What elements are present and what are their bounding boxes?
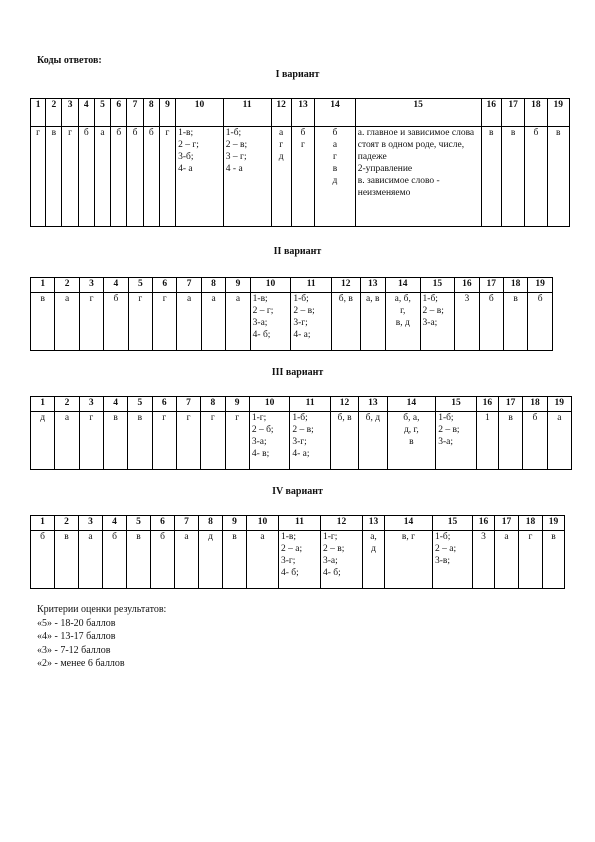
answer-cell: а	[201, 293, 225, 351]
answer-cell: в	[481, 127, 501, 227]
answer-cell: 1	[476, 412, 498, 470]
answer-cell: в	[498, 412, 522, 470]
answer-cell: в, г	[385, 531, 433, 589]
variant-1-answer-row	[31, 127, 570, 227]
header-cell: 17	[495, 516, 519, 531]
header-cell: 4	[103, 397, 127, 412]
header-cell: 9	[225, 397, 249, 412]
header-cell: 16	[476, 397, 498, 412]
header-cell: 11	[279, 516, 321, 531]
header-cell: 17	[501, 99, 524, 127]
answer-cell: г	[159, 127, 175, 227]
answer-cell: б	[104, 293, 128, 351]
answer-cell: а	[79, 531, 103, 589]
header-cell: 8	[199, 516, 223, 531]
header-cell: 7	[176, 397, 200, 412]
header-cell: 11	[223, 99, 271, 127]
header-cell: 15	[355, 99, 481, 127]
answer-cell: г	[153, 293, 177, 351]
answer-cell: б	[525, 127, 547, 227]
answer-cell: в	[223, 531, 247, 589]
header-cell: 13	[360, 278, 385, 293]
variant-4-title: IV вариант	[272, 486, 323, 497]
header-cell: 18	[525, 99, 547, 127]
header-cell: 12	[321, 516, 363, 531]
header-cell: 10	[247, 516, 279, 531]
answer-cell: 1-б; 2 – в; 3 – г; 4 - а	[223, 127, 271, 227]
answer-cell: г	[152, 412, 176, 470]
answer-cell: г	[31, 127, 46, 227]
header-cell: 4	[78, 99, 94, 127]
answer-cell: а	[247, 531, 279, 589]
answer-cell: б	[103, 531, 127, 589]
header-cell: 8	[143, 99, 159, 127]
variant-4-answer-row	[31, 531, 565, 589]
header-cell: 10	[249, 397, 290, 412]
header-cell: 13	[359, 397, 387, 412]
header-cell: 17	[498, 397, 522, 412]
answer-cell: г	[79, 293, 103, 351]
answer-cell: г	[201, 412, 225, 470]
header-cell: 18	[519, 516, 543, 531]
header-cell: 16	[473, 516, 495, 531]
variant-3-title: III вариант	[271, 367, 324, 378]
header-cell: 19	[528, 278, 553, 293]
header-cell: 7	[175, 516, 199, 531]
answer-cell: б	[31, 531, 55, 589]
variant-2-header-row	[31, 278, 553, 293]
answer-cell: д	[199, 531, 223, 589]
header-cell: 7	[177, 278, 201, 293]
header-cell: 15	[420, 278, 455, 293]
header-cell: 9	[226, 278, 250, 293]
answer-cell: 3	[455, 293, 479, 351]
criteria-item: «4» - 13-17 баллов	[37, 631, 116, 642]
header-cell: 14	[385, 278, 420, 293]
header-cell: 10	[176, 99, 224, 127]
header-cell: 5	[127, 516, 151, 531]
variant-3-header-row	[31, 397, 572, 412]
answer-cell: г	[62, 127, 78, 227]
header-cell: 2	[55, 278, 79, 293]
header-cell: 14	[315, 99, 356, 127]
header-cell: 14	[385, 516, 433, 531]
header-cell: 15	[433, 516, 473, 531]
answer-cell: г	[225, 412, 249, 470]
header-cell: 12	[332, 278, 360, 293]
answer-cell: б	[528, 293, 553, 351]
header-cell: 9	[159, 99, 175, 127]
header-cell: 6	[151, 516, 175, 531]
answer-cell: г	[176, 412, 200, 470]
header-cell: 8	[201, 397, 225, 412]
header-cell: 19	[547, 99, 569, 127]
header-cell: 16	[455, 278, 479, 293]
header-cell: 13	[291, 99, 314, 127]
header-cell: 17	[479, 278, 503, 293]
answer-cell: г	[519, 531, 543, 589]
answer-cell: в	[501, 127, 524, 227]
answer-cell: б	[78, 127, 94, 227]
variant-3-answer-row	[31, 412, 572, 470]
answer-cell: 1-в; 2 – г; 3-а; 4- б;	[250, 293, 291, 351]
answer-cell: б	[127, 127, 143, 227]
answer-cell: а. главное и зависимое слова стоят в одном роде, числе, падеже 2-управление в. зависимое слово - неизменяемо	[355, 127, 481, 227]
answer-cell: а, в	[360, 293, 385, 351]
answer-cell: 1-г; 2 – в; 3-а; 4- б;	[321, 531, 363, 589]
header-cell: 18	[503, 278, 527, 293]
answer-cell: 1-б; 2 – в; 3-г; 4- а;	[291, 293, 332, 351]
answer-cell: в	[503, 293, 527, 351]
header-cell: 4	[103, 516, 127, 531]
answer-cell: а	[55, 293, 79, 351]
header-cell: 19	[547, 397, 571, 412]
header-cell: 1	[31, 516, 55, 531]
criteria-item: «3» - 7-12 баллов	[37, 644, 111, 656]
header-cell: 13	[363, 516, 385, 531]
answer-cell: 1-в; 2 – г; 3-б; 4- а	[176, 127, 224, 227]
answer-cell: в	[103, 412, 127, 470]
criteria-title: Критерии оценки результатов:	[37, 604, 167, 615]
answer-cell: 1-в; 2 – а; 3-г; 4- б;	[279, 531, 321, 589]
header-cell: 2	[46, 99, 62, 127]
header-cell: 1	[31, 397, 55, 412]
header-cell: 8	[201, 278, 225, 293]
answer-cell: а	[55, 412, 79, 470]
header-cell: 2	[55, 516, 79, 531]
criteria-block	[37, 603, 166, 671]
header-cell: 5	[94, 99, 110, 127]
variant-1-table	[30, 98, 570, 227]
header-cell: 9	[223, 516, 247, 531]
header-cell: 7	[127, 99, 143, 127]
answer-cell: 3	[473, 531, 495, 589]
answer-cell: б	[151, 531, 175, 589]
answer-cell: 1-б; 2 – в; 3-а;	[420, 293, 455, 351]
header-cell: 5	[128, 278, 152, 293]
answer-cell: а	[94, 127, 110, 227]
header-cell: 19	[543, 516, 565, 531]
answer-cell: в	[46, 127, 62, 227]
answer-cell: 1-б; 2 – в; 3-г; 4- а;	[290, 412, 331, 470]
answer-cell: г	[79, 412, 103, 470]
answer-cell: б	[143, 127, 159, 227]
header-cell: 15	[436, 397, 477, 412]
variant-4-header-row	[31, 516, 565, 531]
answer-cell: б, в	[332, 293, 360, 351]
header-cell: 1	[31, 99, 46, 127]
variant-1-header-row	[31, 99, 570, 127]
header-cell: 3	[79, 516, 103, 531]
header-cell: 12	[271, 99, 291, 127]
answer-cell: б, в	[330, 412, 358, 470]
variant-1-title: I вариант	[275, 69, 320, 80]
answer-cell: а	[177, 293, 201, 351]
variant-4-table	[30, 515, 565, 589]
variant-2-title: II вариант	[273, 246, 322, 257]
answer-cell: а, б, г, в, д	[385, 293, 420, 351]
header-cell: 11	[291, 278, 332, 293]
answer-cell: б, а, д, г, в	[387, 412, 436, 470]
answer-cell: 1-б; 2 – а; 3-в;	[433, 531, 473, 589]
answer-cell: г	[128, 293, 152, 351]
answer-cell: б а г в д	[315, 127, 356, 227]
answer-cell: 1-б; 2 – в; 3-а;	[436, 412, 477, 470]
header-cell: 18	[523, 397, 547, 412]
header-cell: 5	[128, 397, 152, 412]
header-cell: 4	[104, 278, 128, 293]
answer-cell: в	[31, 293, 55, 351]
answer-cell: в	[128, 412, 152, 470]
answer-cell: в	[543, 531, 565, 589]
answer-cell: а	[547, 412, 571, 470]
header-cell: 6	[111, 99, 127, 127]
answer-cell: а	[495, 531, 519, 589]
answer-cell: а, д	[363, 531, 385, 589]
answer-cell: б, д	[359, 412, 387, 470]
header-cell: 6	[153, 278, 177, 293]
header-cell: 3	[79, 278, 103, 293]
header-cell: 6	[152, 397, 176, 412]
header-cell: 2	[55, 397, 79, 412]
criteria-item: «5» - 18-20 баллов	[37, 617, 116, 629]
answer-cell: д	[31, 412, 55, 470]
answer-cell: а г д	[271, 127, 291, 227]
answer-cell: в	[127, 531, 151, 589]
answer-cell: 1-г; 2 – б; 3-а; 4- в;	[249, 412, 290, 470]
header-cell: 16	[481, 99, 501, 127]
header-cell: 3	[79, 397, 103, 412]
header-cell: 11	[290, 397, 331, 412]
header-cell: 1	[31, 278, 55, 293]
answer-cell: в	[547, 127, 569, 227]
answer-cell: б	[111, 127, 127, 227]
answer-cell: б	[523, 412, 547, 470]
answer-cell: а	[226, 293, 250, 351]
header-cell: 3	[62, 99, 78, 127]
page-title: Коды ответов:	[37, 55, 102, 66]
answer-cell: в	[55, 531, 79, 589]
variant-2-answer-row	[31, 293, 553, 351]
criteria-item: «2» - менее 6 баллов	[37, 658, 125, 669]
answer-cell: б г	[291, 127, 314, 227]
variant-2-table	[30, 277, 553, 351]
answer-cell: б	[479, 293, 503, 351]
answer-cell: а	[175, 531, 199, 589]
header-cell: 14	[387, 397, 436, 412]
header-cell: 10	[250, 278, 291, 293]
variant-3-table	[30, 396, 572, 470]
header-cell: 12	[330, 397, 358, 412]
